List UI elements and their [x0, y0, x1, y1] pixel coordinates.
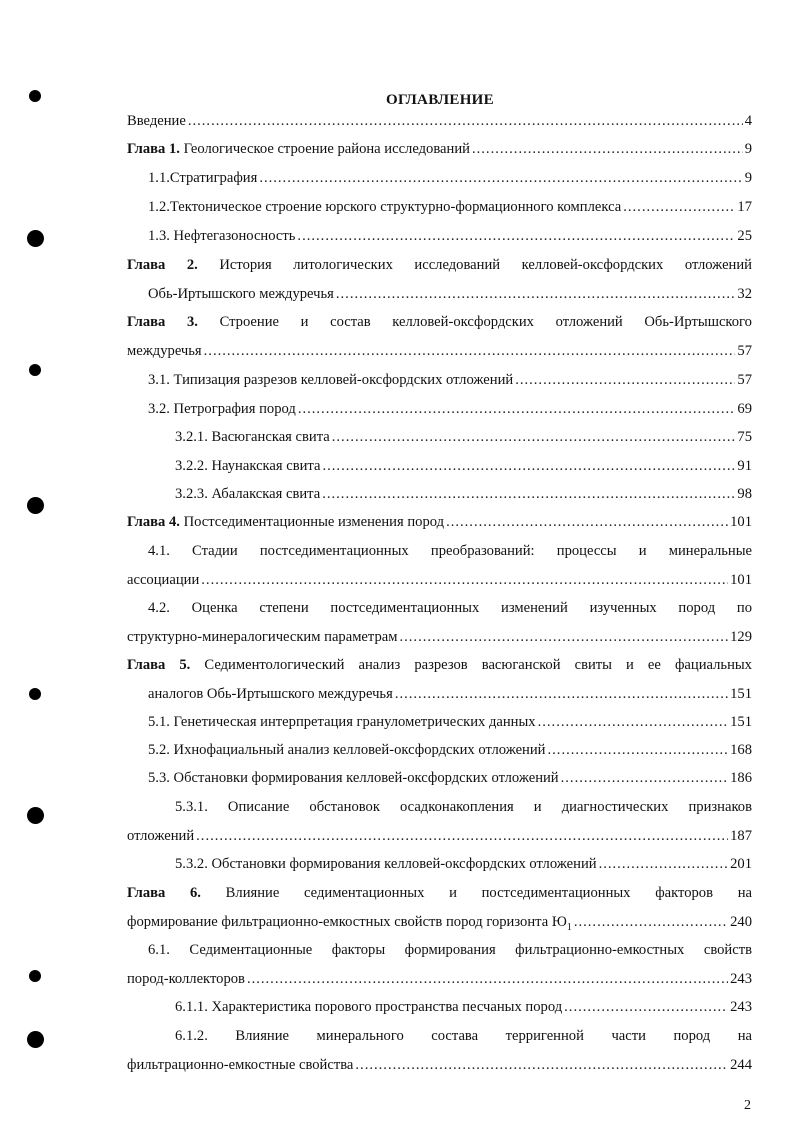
- toc-entry-page: 151: [730, 714, 752, 730]
- toc-entry: [175, 457, 752, 475]
- horizon-subscript: 1: [566, 921, 572, 933]
- toc-entry: [148, 400, 752, 418]
- toc-entry: [148, 227, 752, 245]
- toc-entry-page: 32: [737, 286, 752, 302]
- toc-entry-page: 244: [730, 1057, 752, 1073]
- toc-entry-text: 4.2. Оценка степени постседиментационных изменений изученных пород по: [148, 600, 752, 616]
- toc-entry-text-cont: Обь-Иртышского междуречья: [148, 286, 334, 302]
- toc-entry-text: 6.1.2. Влияние минерального состава терригенной части пород на: [175, 1028, 752, 1044]
- toc-entry-page: 69: [737, 401, 752, 417]
- toc-entry-text: Строение и состав келловей-оксфордских отложений Обь-Иртышского: [219, 314, 752, 330]
- toc-entry-page: 4: [744, 113, 752, 129]
- toc-entry-text-cont: ассоциации: [127, 572, 200, 588]
- toc-entry: [127, 656, 752, 703]
- toc-entry-text: 6.1.1. Характеристика порового пространства песчаных пород: [175, 999, 563, 1015]
- toc-chapter-label: Глава 2.: [127, 257, 198, 273]
- toc-entry: [148, 741, 752, 759]
- toc-entry: [175, 998, 752, 1016]
- toc-entry-page: 243: [730, 971, 752, 987]
- toc-chapter-label: Глава 6.: [127, 885, 201, 901]
- toc-entry: [127, 884, 752, 937]
- toc-entry-text: 5.3. Обстановки формирования келловей-оксфордских отложений: [148, 770, 559, 786]
- toc-entry-text-cont: отложений: [127, 828, 195, 844]
- toc-entry-text: 3.2.3. Абалакская свита: [175, 486, 321, 502]
- toc-entry-page: 17: [737, 199, 752, 215]
- toc-entry-page: 91: [737, 458, 752, 474]
- punch-hole: [27, 1031, 44, 1048]
- toc-entry-page: 57: [737, 372, 752, 388]
- toc-entry-text: История литологических исследований келловей-оксфордских отложений: [219, 257, 752, 273]
- punch-hole: [29, 688, 41, 700]
- toc-entry-text-cont: пород-коллекторов: [127, 971, 245, 987]
- toc-entry: [175, 855, 752, 873]
- toc-entry-text: 3.2.2. Наунакская свита: [175, 458, 321, 474]
- punch-hole: [27, 807, 44, 824]
- toc-entry-text: 4.1. Стадии постседиментационных преобразований: процессы и минеральные: [148, 543, 752, 559]
- punch-hole: [27, 230, 44, 247]
- toc-entry-text: 6.1. Седиментационные факторы формирования фильтрационно-емкостных свойств: [148, 942, 752, 958]
- toc-entry-page: 186: [730, 770, 752, 786]
- toc-entry-text: Седиментологический анализ разрезов васюганской свиты и ее фациальных: [204, 657, 752, 673]
- toc-entry-text: Введение: [127, 113, 186, 129]
- toc-entry-page: 129: [730, 629, 752, 645]
- toc-entry-page: 151: [730, 686, 752, 702]
- toc-chapter-label: Глава 4.: [127, 514, 180, 530]
- toc-entry-text: 5.3.2. Обстановки формирования келловей-оксфордских отложений: [175, 856, 597, 872]
- page-number: 2: [744, 1098, 751, 1113]
- toc-entry-text: 3.2. Петрография пород: [148, 401, 296, 417]
- toc-entry: [127, 599, 752, 646]
- toc-entry: [148, 371, 752, 389]
- toc-entry-page: 168: [730, 742, 752, 758]
- toc-chapter-label: Глава 5.: [127, 657, 191, 673]
- toc-entry: [175, 485, 752, 503]
- toc-entry-text: Постседиментационные изменения пород: [183, 514, 445, 530]
- toc-entry-text: 3.2.1. Васюганская свита: [175, 429, 330, 445]
- toc-entry: [127, 140, 752, 158]
- toc-entry-text: Геологическое строение района исследований: [183, 141, 470, 157]
- toc-entry: [148, 198, 752, 216]
- toc-entry-text-cont: фильтрационно-емкостные свойства: [127, 1057, 354, 1073]
- toc-chapter-label: Глава 3.: [127, 314, 198, 330]
- toc-entry-text: 5.1. Генетическая интерпретация гранулометрических данных: [148, 714, 536, 730]
- toc-entry-text-cont: формирование фильтрационно-емкостных свойств пород горизонта Ю: [127, 914, 567, 930]
- toc-entry-text: 5.2. Ихнофациальный анализ келловей-оксфордских отложений: [148, 742, 546, 758]
- toc-entry-page: 201: [730, 856, 752, 872]
- toc-entry-page: 75: [737, 429, 752, 445]
- toc-entry-text: 1.2.Тектоническое строение юрского структурно-формационного комплекса: [148, 199, 622, 215]
- toc-entry: [127, 1027, 752, 1074]
- toc-entry-text: 1.3. Нефтегазоносность: [148, 228, 296, 244]
- toc-entry: [127, 313, 752, 360]
- toc-entry: [127, 941, 752, 988]
- toc-entry-text: 1.1.Стратиграфия: [148, 170, 258, 186]
- toc-entry-page: 9: [744, 141, 752, 157]
- toc-entry-page: 243: [730, 999, 752, 1015]
- toc-entry-page: 240: [730, 914, 752, 930]
- toc-entry-page: 101: [730, 572, 752, 588]
- toc-entry-page: 98: [737, 486, 752, 502]
- toc-entry-page: 101: [730, 514, 752, 530]
- page-title: ОГЛАВЛЕНИЕ: [386, 92, 494, 108]
- toc-entry: [175, 428, 752, 446]
- toc-entry-page: 57: [737, 343, 752, 359]
- toc-entry-text-cont: структурно-минералогическим параметрам: [127, 629, 398, 645]
- toc-entry: [127, 513, 752, 531]
- punch-hole: [27, 497, 44, 514]
- toc-entry-text-cont: аналогов Обь-Иртышского междуречья: [148, 686, 393, 702]
- toc-entry-text-cont: междуречья: [127, 343, 202, 359]
- toc-entry: [127, 112, 752, 130]
- toc-entry-page: 25: [737, 228, 752, 244]
- toc-entry: [127, 542, 752, 589]
- toc-entry-page: 187: [730, 828, 752, 844]
- toc-entry-page: 9: [744, 170, 752, 186]
- toc-entry: [127, 798, 752, 845]
- toc-entry-text: 3.1. Типизация разрезов келловей-оксфордских отложений: [148, 372, 514, 388]
- toc-entry: [127, 256, 752, 303]
- toc-entry: [148, 169, 752, 187]
- punch-hole: [29, 364, 41, 376]
- punch-hole: [29, 970, 41, 982]
- toc-entry: [148, 769, 752, 787]
- toc-entry-text: Влияние седиментационных и постседиментационных факторов на: [225, 885, 752, 901]
- toc-chapter-label: Глава 1.: [127, 141, 180, 157]
- toc-entry: [148, 713, 752, 731]
- toc-entry-text: 5.3.1. Описание обстановок осадконакопления и диагностических признаков: [175, 799, 752, 815]
